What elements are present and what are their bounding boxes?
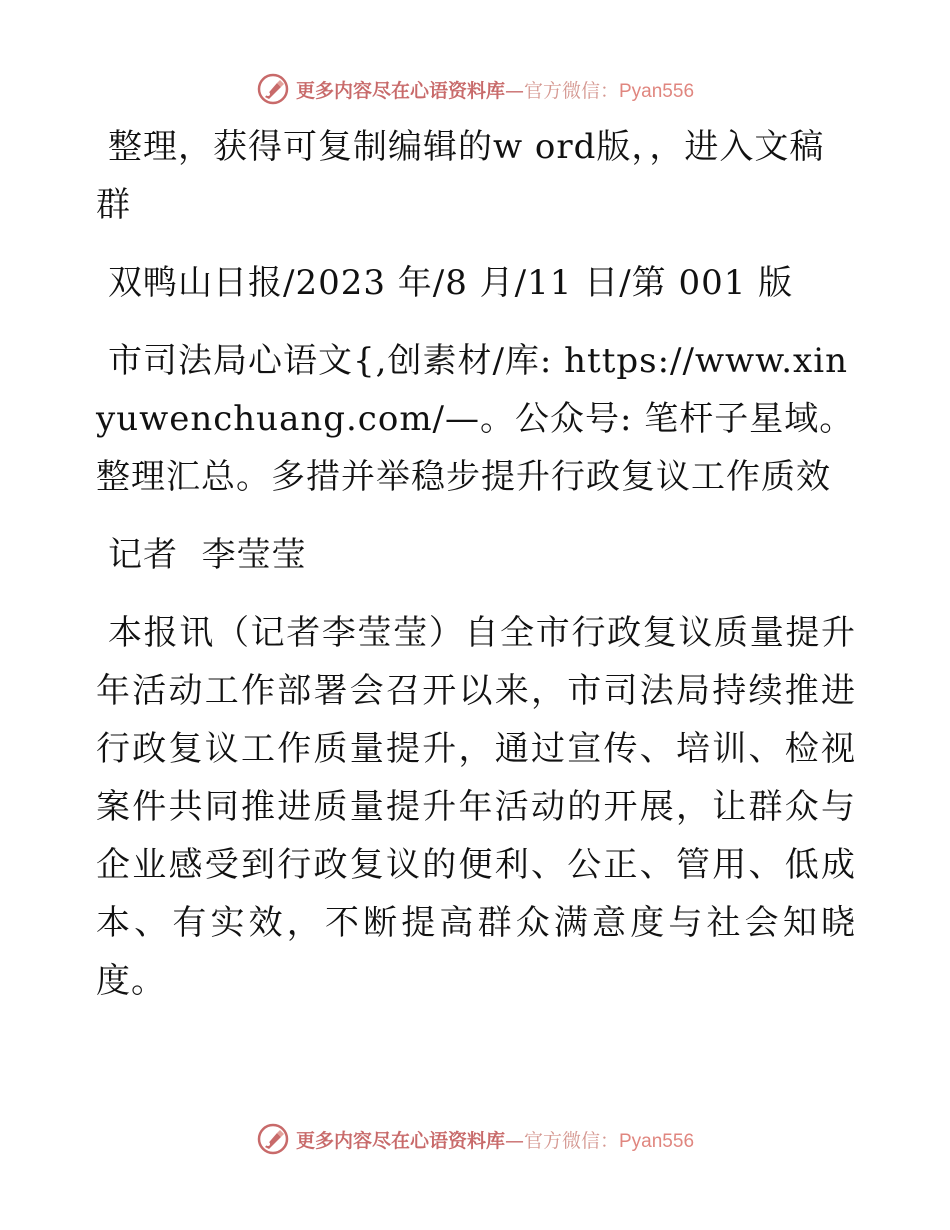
watermark-separator: — [504,1129,524,1152]
watermark-label: 官方微信： [523,79,619,102]
watermark-handle: Pyan556 [619,1130,695,1152]
watermark-handle: Pyan556 [619,80,695,102]
pen-nib-icon [256,72,290,106]
watermark-text [296,76,694,103]
watermark-main: 更多内容尽在心语资料库 [295,79,505,102]
document-body [96,118,856,1030]
watermark-separator: — [504,79,524,102]
source-line: 双鸭山日报/2023 年/8 月/11 日/第 001 版 [108,263,794,303]
watermark-footer [0,1122,950,1156]
watermark-main: 更多内容尽在心语资料库 [295,1129,505,1152]
intro-paragraph: 整理，获得可复制编辑的w ord版，，进入文稿群 [96,127,825,225]
watermark-text [296,1126,694,1153]
watermark-label: 官方微信： [523,1129,619,1152]
byline: 记者 李莹莹 [108,535,307,575]
article-body: 本报讯（记者李莹莹）自全市行政复议质量提升年活动工作部署会召开以来，市司法局持续推进行政复议工作质量提升，通过宣传、培训、检视案件共同推进质量提升年活动的开展，让群众与企业感受到行政复议的便利、公正、管用、低成本、有实效，不断提高群众满意度与社会知晓度。 [96,613,856,1001]
headline-paragraph: 市司法局心语文{,创素材/库: https://www.xinyuwenchuang.com/—。公众号: 笔杆子星域。整理汇总。多措并举稳步提升行政复议工作质效 [96,341,855,497]
pen-nib-icon [256,1122,290,1156]
watermark-header [0,72,950,106]
